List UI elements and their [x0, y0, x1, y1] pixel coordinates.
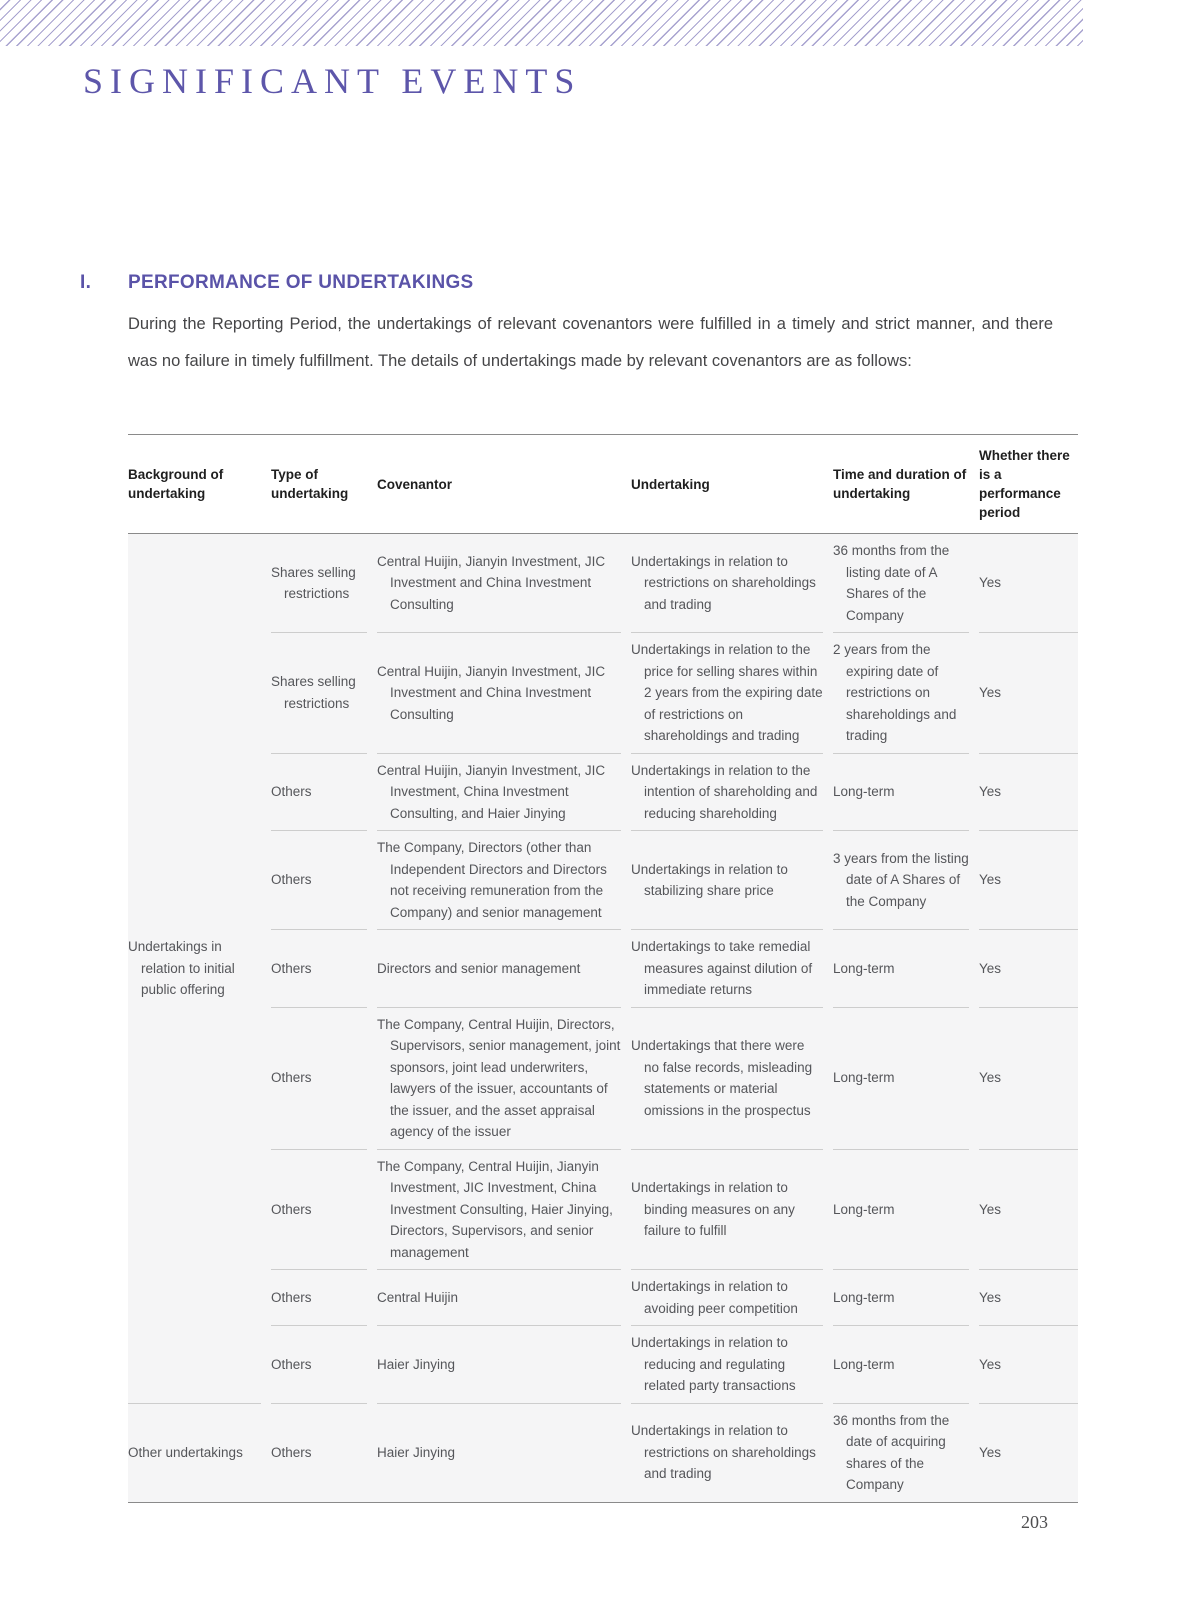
column-header-undertaking: Undertaking [631, 476, 710, 492]
column-header-time: Time and duration of undertaking [833, 467, 967, 501]
table-header-row [128, 434, 1078, 534]
cell-period: Yes [979, 1007, 1078, 1149]
undertakings-table [128, 434, 1078, 1503]
cell-type: Shares selling restrictions [271, 564, 356, 601]
intro-paragraph: During the Reporting Period, the undertakings of relevant covenantors were fulfilled in a timely and strict manner, and there was no failure in timely fulfillment. The details of undertakings made by relevant covenantors are as follows: [128, 315, 1053, 370]
cell-type: Others [271, 1269, 367, 1325]
table-row [271, 534, 1078, 632]
cell-undertaking: Undertakings in relation to avoiding peer competition [631, 1269, 823, 1325]
cell-time: 2 years from the expiring date of restrictions on shareholdings and trading [833, 632, 969, 753]
cell-covenantor: The Company, Central Huijin, Directors, Supervisors, senior management, joint sponsors, joint lead underwriters, lawyers of the issuer, accountants of the issuer, and the asset appraisal agency of the issuer [377, 1007, 621, 1149]
cell-undertaking: Undertakings in relation to restrictions on shareholdings and trading [631, 553, 816, 612]
cell-period: Yes [979, 753, 1078, 831]
cell-type: Others [271, 929, 367, 1007]
cell-period: Yes [979, 1325, 1078, 1403]
group-rows [271, 1403, 1078, 1502]
cell-type: Others [271, 1007, 367, 1149]
cell-covenantor: Central Huijin, Jianyin Investment, JIC Investment and China Investment Consulting [377, 632, 621, 753]
cell-covenantor: Central Huijin [377, 1269, 621, 1325]
cell-type: Others [271, 1403, 367, 1502]
column-header-covenantor: Covenantor [377, 476, 453, 492]
cell-period: Yes [979, 1149, 1078, 1270]
cell-background: Other undertakings [128, 1403, 261, 1502]
cell-undertaking: Undertakings in relation to stabilizing share price [631, 830, 823, 929]
cell-covenantor: The Company, Central Huijin, Jianyin Investment, JIC Investment, China Investment Consulting, Haier Jinying, Directors, Supervisors, and senior management [377, 1149, 621, 1270]
page-title: SIGNIFICANT EVENTS [83, 61, 582, 101]
table-row [271, 929, 1078, 1007]
cell-undertaking: Undertakings to take remedial measures against dilution of immediate returns [631, 929, 823, 1007]
table-group-other [128, 1403, 1078, 1502]
cell-type: Others [271, 830, 367, 929]
cell-background: Undertakings in relation to initial public offering [128, 939, 235, 997]
column-header-type: Type of undertaking [271, 467, 349, 501]
table-row [271, 1269, 1078, 1325]
cell-covenantor: Directors and senior management [377, 929, 621, 1007]
table-row [271, 632, 1078, 753]
cell-time: Long-term [833, 929, 969, 1007]
cell-covenantor: The Company, Directors (other than Independent Directors and Directors not receiving remuneration from the Company) and senior management [377, 830, 621, 929]
table-row [271, 753, 1078, 831]
table-row [271, 1403, 1078, 1502]
cell-time: 36 months from the date of acquiring shares of the Company [833, 1403, 969, 1502]
section-number: I. [80, 272, 92, 293]
cell-covenantor: Central Huijin, Jianyin Investment, JIC Investment, China Investment Consulting, and Haier Jinying [377, 753, 621, 831]
group-rows [271, 534, 1078, 1403]
cell-period: Yes [979, 830, 1078, 929]
section-heading [80, 272, 474, 294]
cell-period: Yes [979, 1269, 1078, 1325]
cell-time: 3 years from the listing date of A Shares of the Company [833, 830, 969, 929]
cell-type: Others [271, 1149, 367, 1270]
table-body [128, 534, 1078, 1503]
cell-time: Long-term [833, 1325, 969, 1403]
table-row [271, 1007, 1078, 1149]
cell-period: Yes [979, 929, 1078, 1007]
cell-type: Others [271, 753, 367, 831]
section-heading-text: PERFORMANCE OF UNDERTAKINGS [128, 272, 474, 293]
cell-type: Shares selling restrictions [271, 632, 367, 753]
table-row [271, 1325, 1078, 1403]
cell-time: Long-term [833, 1269, 969, 1325]
page-number: 203 [1021, 1512, 1048, 1532]
cell-period: Yes [979, 575, 1002, 591]
table-row [271, 830, 1078, 929]
cell-time: Long-term [833, 753, 969, 831]
cell-covenantor: Haier Jinying [377, 1403, 621, 1502]
cell-time: Long-term [833, 1007, 969, 1149]
cell-undertaking: Undertakings in relation to binding measures on any failure to fulfill [631, 1149, 823, 1270]
cell-undertaking: Undertakings that there were no false records, misleading statements or material omissions in the prospectus [631, 1007, 823, 1149]
cell-period: Yes [979, 1403, 1078, 1502]
cell-period: Yes [979, 632, 1078, 753]
cell-covenantor: Haier Jinying [377, 1325, 621, 1403]
cell-time: 36 months from the listing date of A Shares of the Company [833, 543, 950, 623]
cell-undertaking: Undertakings in relation to the price for selling shares within 2 years from the expiring date of restrictions on shareholdings and trading [631, 632, 823, 753]
column-header-period: Whether there is a performance period [979, 448, 1070, 520]
cell-type: Others [271, 1325, 367, 1403]
cell-time: Long-term [833, 1149, 969, 1270]
column-header-background: Background of undertaking [128, 467, 224, 501]
cell-covenantor: Central Huijin, Jianyin Investment, JIC Investment and China Investment Consulting [377, 553, 606, 612]
cell-undertaking: Undertakings in relation to the intention of shareholding and reducing shareholding [631, 753, 823, 831]
cell-undertaking: Undertakings in relation to reducing and regulating related party transactions [631, 1325, 823, 1403]
decorative-hatch-band [0, 0, 1083, 46]
table-group-ipo [128, 534, 1078, 1403]
cell-undertaking: Undertakings in relation to restrictions on shareholdings and trading [631, 1403, 823, 1502]
table-row [271, 1149, 1078, 1270]
